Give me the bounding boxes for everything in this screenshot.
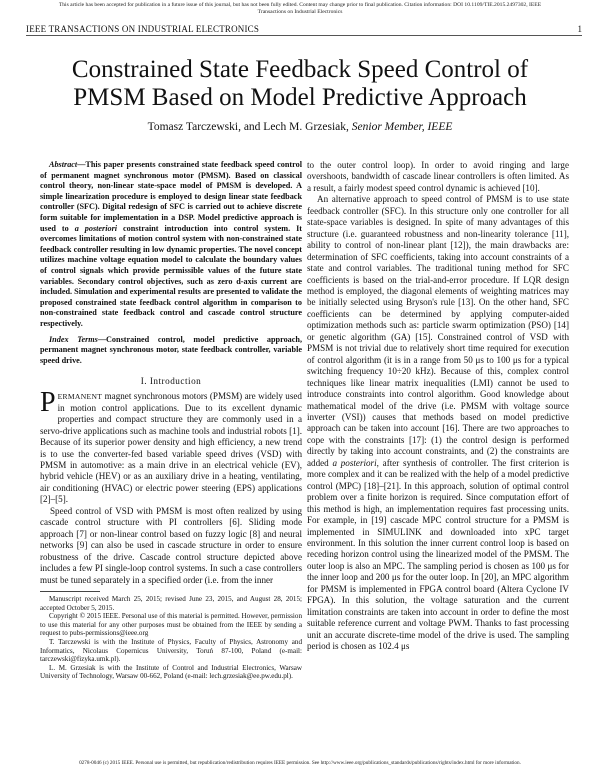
abstract: Abstract—This paper presents constrained state feedback speed control of permanent magnet synchronous motor (PMSM). Based on classical control theory, non-linear state-space model of PMSM is developed. A simple linearization procedure is employed to design linear state feedback controller (SFC). Digital redesign of SFC is carried out to achieve discrete form suitable for implementation in a DSP. Model predictive approach is used to a posteriori constraint introduction into control system. It overcomes limitations of motion control system with non-constrained state feedback controller resulting in low dynamic properties. The novel concept utilizes machine voltage equation model to calculate the boundary values of control signals which provide permissible values of the future state variables. Secondary control objectives, such as zero d-axis current are included. Simulation and experimental results are presented to validate the proposed constrained state feedback control algorithm in comparison to non-constrained state feedback control and cascade control structure respectively. [40,160,302,328]
left-column [40,160,302,681]
footnote-copyright: Copyright © 2015 IEEE. Personal use of this material is permitted. However, permission to use this material for any other purposes must be obtained from the IEEE by sending a request to pubs-permissions@ieee.org [40,612,302,638]
publication-banner [0,2,600,16]
author-names: Tomasz Tarczewski, and Lech M. Grzesiak, [147,121,349,133]
intro-paragraph-4 [307,194,569,652]
footnote-author-1: T. Tarczewski is with the Institute of Physics, Faculty of Physics, Astronomy and Informatics, Nicolaus Copernicus University, Toruń 87-100, Poland (e-mail: tarczewski@fizyka.umk.pl). [40,637,302,664]
drop-cap: P [40,387,56,419]
page-number: 1 [577,24,582,34]
intro-first-word: ERMANENT [57,392,103,402]
abstract-text-b: constraint introduction into control system. It overcomes limitations of motion control system with non-constrained state feedback controller resulting in low dynamic properties. The novel concept utilizes machine voltage equation model to calculate the boundary values of control signals which provide permissible values of the future state variables. Secondary control objectives, such as zero d-axis current are included. Simulation and experimental results are presented to validate the proposed constrained state feedback control algorithm in comparison to non-constrained state feedback control and cascade control structure respectively. [40,223,302,328]
index-terms: Index Terms—Constrained control, model predictive approach, permanent magnet synchronous motor, state feedback controller, variable speed drive. [40,334,303,365]
footnote-rule [40,591,100,592]
footnote-author-2: L. M. Grzesiak is with the Institute of Control and Industrial Electronics, Warsaw University of Technology, Warsaw 00-662, Poland (e-mail: lech.grzesiak@ee.pw.edu.pl). [40,663,302,681]
journal-header: IEEE TRANSACTIONS ON INDUSTRIAL ELECTRONICS [26,24,260,34]
intro-paragraph-1-text: magnet synchronous motors (PMSM) are widely used in motion control applications. Due to its excellent dynamic properties and compact structure they are commonly used in a servo-drive applications such as machine tools and industrial robots [1]. Because of its superior power density and high efficiency, a new trend is to use the converter-fed based variable speed drives (VSD) with PMSM in automotive: as a main drive in an electrical vehicle (EV), hybrid vehicle (HEV) or as an auxiliary drive in a heating, ventilating, air conditioning (HVAC) or electric power steering (EPS) applications [2]–[5]. [40,391,302,505]
banner-line-1: This article has been accepted for publication in a future issue of this journal, but has not been fully edited. Content may change prior to final publication. Citation information: DOI 10.1109/TIE.2015.2497302, IEEE [58,2,542,8]
header-rule [26,35,582,36]
title-line-1: Constrained State Feedback Speed Control of [71,56,529,83]
author-line [0,121,600,133]
banner-line-2: Transactions on Industrial Electronics [257,9,343,15]
index-terms-label: Index Terms [49,334,98,344]
intro-paragraph-4-emphasis: a posteriori [332,457,377,468]
abstract-text-a: This paper presents constrained state feedback speed control of permanent magnet synchronous motor (PMSM). Based on classical control theory, non-linear state-space model of PMSM is developed. A simple linearization procedure is employed to design linear state feedback controller (SFC). Digital redesign of SFC is carried out to achieve discrete form suitable for implementation in a DSP. Model predictive approach is used to [40,160,302,233]
intro-paragraph-2: Speed control of VSD with PMSM is most often realized by using cascade control structure with PI controllers [6]. Sliding mode approach [7] or non-linear control based on fuzzy logic [8] and neural networks [9] can also be used in cascade structure in order to ensure robustness of the drive. Cascade control structure depicted above includes a few PI single-loop control systems. In such a case controllers must be tuned separately in a specified order (i.e. from the inner [40,505,302,585]
section-heading-introduction: I. Introduction [140,376,202,387]
index-terms-text: Constrained control, model predictive approach, permanent magnet synchronous motor, state feedback controller, variable speed drive. [40,334,303,365]
footnote-manuscript: Manuscript received March 25, 2015; revised June 23, 2015, and August 28, 2015; accepted October 5, 2015. [40,594,302,612]
intro-paragraph-1 [40,387,302,506]
abstract-label: Abstract [49,160,78,169]
title-line-2: PMSM Based on Model Predictive Approach [73,84,527,111]
intro-paragraph-3: to the outer control loop). In order to avoid ringing and large overshoots, bandwidth of cascade linear controllers is often limited. As a result, a fairly modest speed control dynamic is achieved [10]. [307,160,569,193]
author-role: Senior Member, IEEE [351,121,453,133]
right-column [307,160,569,652]
abstract-emphasis: a posteriori [74,223,118,233]
intro-paragraph-4-text: An alternative approach to speed control of PMSM is to use state feedback controller (SFC). In this structure only one controller for all state-space variables is designed. In spite of many advantages of this structure (i.e. guaranteed robustness and non-linearity tolerance [11], ability to control of non-linear plant [12]), the main drawbacks are: determination of SFC coefficients, taking into account constraints of a state and control variables. The traditional tuning method for SFC coefficients is based on the trial-and-error procedure. If LQR design method is employed, the diagonal elements of weighting matrices may be initially selected using Bryson's rule [13]. On the other hand, SFC coefficients can be determined by applying computer-aided optimization methods such as: particle swarm optimization (PSO) [14] or genetic algorithm (GA) [15]. Constrained control of VSD with PMSM is not trivial due to relatively short time required for execution of control algorithm (it is in a range from 50 μs to 100 μs for a typical switching frequency 10÷20 kHz). Because of this, complex control techniques like linear matrix inequalities (LMI) cannot be used to introduce constraints into control algorithm. Good knowledge about mathematical model of the drive (i.e. PMSM with voltage source inverter (VSI)) causes that methods based on model predictive approach can be taken into account [16]. There are two approaches to cope with the constraints [17]: (1) the control design is performed directly by taking into account constraints, and (2) the constraints are added [307,194,569,468]
copyright-footer: 0278-0046 (c) 2015 IEEE. Personal use is permitted, but republication/redistribution requires IEEE permission. See http://www.ieee.org/publications_standards/publications/rights/index.html for more information. [79,760,521,766]
paper-title [0,56,600,112]
intro-paragraph-4-end: , after synthesis of controller. The first criterion is more complex and it can be realized with the help of a model predictive control (MPC) [18]–[21]. In this approach, solution of optimal control problem over a finite horizon is required. Since computation effort of this method is high, an implementation requires fast processing units. For example, in [19] cascade MPC control structure for a PMSM is implemented in SIMULINK and downloaded into xPC target environment. In this solution the inner current control loop is based on receding horizon control using the linearized model of the PMSM. The outer loop is also an MPC. The sampling period is chosen as 100 μs for the inner loop and 200 μs for the outer loop. In [20], an MPC algorithm for PMSM is implemented in FPGA control board (Altera Cyclone IV FPGA). In this solution, the voltage saturation and the current limitation constraints are taken into account in order to define the most suitable reference current and voltage PWM. Thanks to fast processing unit an accurate discrete-time model of the drive is used. The sampling period is chosen as 102.4 μs [307,457,570,652]
